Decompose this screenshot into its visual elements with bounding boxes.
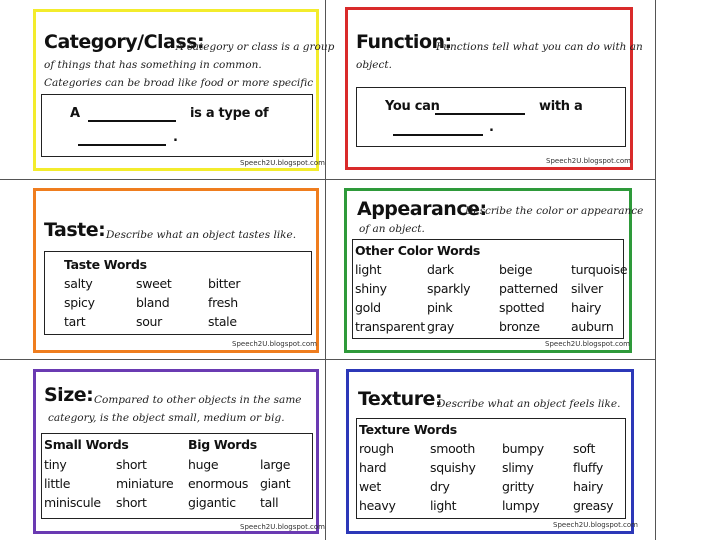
size-word: miniscule [44,495,101,510]
size-big-heading: Big Words [188,437,257,452]
texture-word: wet [359,479,381,494]
taste-credit: Speech2U.blogspot.com [232,340,317,348]
size-word: short [116,457,147,472]
appearance-word: pink [427,300,453,315]
size-title: Size: [44,384,94,406]
texture-word: hard [359,460,387,475]
texture-word: bumpy [502,441,544,456]
function-sentence-box [356,87,626,147]
category-card [33,9,335,171]
taste-words-box [44,251,312,335]
texture-card [346,369,638,534]
size-desc-inline: Compared to other objects in the same [94,394,302,406]
appearance-desc: of an object. [359,223,425,235]
category-sentence-end: . [173,130,178,145]
appearance-word: spotted [499,300,545,315]
appearance-word: silver [571,281,603,296]
category-desc-inline: A category or class is a group [176,41,335,53]
appearance-word: gold [355,300,381,315]
size-word: short [116,495,147,510]
grid-divider-vertical [325,0,326,540]
texture-word: heavy [359,498,396,513]
size-words-box [41,433,313,519]
category-credit: Speech2U.blogspot.com [240,159,325,167]
taste-word: spicy [64,295,95,310]
category-desc: of things that has something in common. Categories can be broad like food or more specific [44,59,314,89]
texture-word: lumpy [502,498,540,513]
taste-word: salty [64,276,93,291]
function-sentence-b: with a [539,99,583,114]
size-credit: Speech2U.blogspot.com [240,523,325,531]
function-sentence-end: . [489,120,494,135]
size-word: miniature [116,476,174,491]
category-blank-2[interactable] [78,144,166,146]
texture-word: squishy [430,460,476,475]
size-word: tiny [44,457,67,472]
taste-word: fresh [208,295,238,310]
size-word: little [44,476,71,491]
size-word: gigantic [188,495,236,510]
appearance-credit: Speech2U.blogspot.com [545,340,630,348]
size-word: huge [188,457,219,472]
taste-word: bland [136,295,170,310]
appearance-word: shiny [355,281,387,296]
grid-divider-row1 [0,179,656,180]
texture-word: gritty [502,479,534,494]
appearance-words-heading: Other Color Words [355,243,481,258]
texture-word: dry [430,479,450,494]
texture-word: hairy [573,479,604,494]
size-word: giant [260,476,291,491]
appearance-title: Appearance: [357,198,487,220]
appearance-word: dark [427,262,454,277]
taste-word: tart [64,314,86,329]
appearance-word: transparent [355,319,425,334]
texture-word: slimy [502,460,534,475]
appearance-word: patterned [499,281,558,296]
texture-word: rough [359,441,394,456]
size-small-heading: Small Words [44,437,129,452]
size-word: large [260,457,291,472]
function-sentence-a: You can [385,99,440,114]
appearance-word: beige [499,262,533,277]
appearance-word: auburn [571,319,614,334]
category-blank-1[interactable] [88,120,176,122]
taste-desc: Describe what an object tastes like. [106,229,297,241]
taste-title: Taste: [44,219,106,241]
appearance-words-box [352,239,628,339]
category-sentence-a: A [70,106,80,121]
grid-divider-right [655,0,656,540]
category-sentence-b: is a type of [190,106,269,121]
category-sentence-box [41,94,313,157]
appearance-word: gray [427,319,454,334]
texture-word: fluffy [573,460,603,475]
texture-word: soft [573,441,596,456]
appearance-word: hairy [571,300,602,315]
function-desc-inline: Functions tell what you can do with an [436,41,643,53]
texture-words-heading: Texture Words [359,422,457,437]
appearance-word: sparkly [427,281,471,296]
appearance-word: turquoise [571,262,628,277]
size-desc: category, is the object small, medium or big. [48,412,285,424]
taste-card [33,188,319,353]
size-word: enormous [188,476,249,491]
category-title: Category/Class: [44,31,205,53]
function-blank-2[interactable] [393,134,483,136]
appearance-word: light [355,262,382,277]
texture-word: smooth [430,441,476,456]
size-word: tall [260,495,279,510]
taste-word: sour [136,314,163,329]
texture-title: Texture: [358,388,443,410]
taste-word: bitter [208,276,241,291]
taste-word: sweet [136,276,172,291]
size-card [33,369,325,534]
function-credit: Speech2U.blogspot.com [546,157,631,165]
function-blank-1[interactable] [435,113,525,115]
texture-credit: Speech2U.blogspot.com [553,521,638,529]
texture-word: greasy [573,498,614,513]
function-desc: object. [356,59,392,71]
appearance-word: bronze [499,319,540,334]
function-title: Function: [356,31,452,53]
appearance-desc-inline: Describe the color or appearance [465,205,644,217]
grid-divider-row2 [0,359,656,360]
texture-words-box [356,418,626,519]
taste-word: stale [208,314,237,329]
taste-words-heading: Taste Words [64,257,147,272]
appearance-card [344,188,644,353]
function-card [345,7,643,170]
texture-word: light [430,498,457,513]
texture-desc: Describe what an object feels like. [437,398,621,410]
